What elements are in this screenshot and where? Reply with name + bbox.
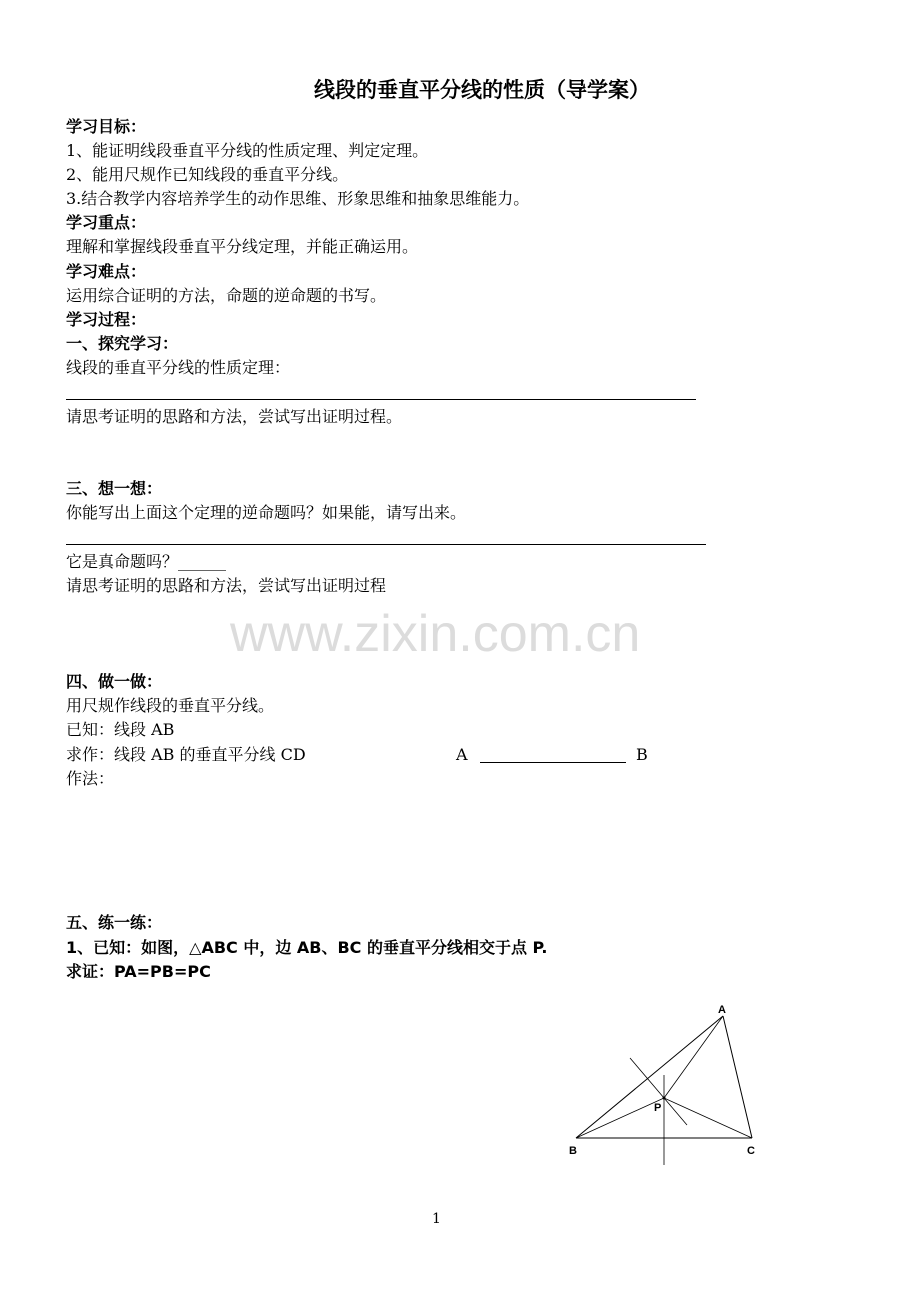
key-points-heading: 学习重点： — [66, 213, 147, 232]
segment-label-b: B — [636, 745, 648, 764]
side-ab — [576, 1016, 723, 1138]
triangle-figure — [560, 995, 770, 1170]
section1-prompt: 请思考证明的思路和方法，尝试写出证明过程。 — [66, 407, 403, 426]
section5-prove: 求证：PA=PB=PC — [66, 962, 211, 981]
perpendicular-bisector-ab — [630, 1058, 687, 1125]
objective-item-2: 2、能用尺规作已知线段的垂直平分线。 — [66, 165, 349, 184]
section4-method: 作法： — [66, 769, 115, 788]
point-p — [663, 1097, 666, 1100]
objective-item-1: 1、能证明线段垂直平分线的性质定理、判定定理。 — [66, 141, 429, 160]
segment-label-a: A — [456, 745, 468, 764]
page-title: 线段的垂直平分线的性质（导学案） — [314, 78, 650, 102]
segment-pc — [664, 1098, 752, 1138]
section1-theorem-label: 线段的垂直平分线的性质定理： — [66, 358, 291, 377]
answer-line-1[interactable] — [66, 399, 696, 400]
segment-pb — [576, 1098, 664, 1138]
key-points-text: 理解和掌握线段垂直平分线定理，并能正确运用。 — [66, 237, 419, 256]
segment-ab — [480, 762, 626, 763]
page-number: 1 — [432, 1211, 441, 1227]
process-heading: 学习过程： — [66, 310, 147, 329]
section3-question: 你能写出上面这个定理的逆命题吗？如果能，请写出来。 — [66, 503, 467, 522]
section5-problem: 1、已知：如图，△ABC 中，边 AB、BC 的垂直平分线相交于点 P. — [66, 938, 548, 957]
section5-heading: 五、练一练： — [66, 913, 163, 932]
section1-heading: 一、探究学习： — [66, 334, 179, 353]
answer-line-2[interactable] — [66, 544, 706, 545]
section4-heading: 四、做一做： — [66, 672, 163, 691]
section3-heading: 三、想一想： — [66, 479, 163, 498]
side-ac — [723, 1016, 752, 1138]
figure-label-p: P — [654, 1102, 662, 1114]
section3-true-question: 它是真命题吗？______ — [66, 552, 227, 571]
watermark: www.zixin.com.cn — [230, 605, 641, 663]
difficulties-heading: 学习难点： — [66, 262, 147, 281]
difficulties-text: 运用综合证明的方法，命题的逆命题的书写。 — [66, 286, 387, 305]
objectives-heading: 学习目标： — [66, 117, 147, 136]
section4-instruction: 用尺规作线段的垂直平分线。 — [66, 696, 275, 715]
figure-label-c: C — [747, 1145, 755, 1157]
section4-known: 已知：线段 AB — [66, 720, 175, 739]
section4-construct: 求作：线段 AB 的垂直平分线 CD — [66, 745, 306, 764]
figure-label-a: A — [718, 1004, 726, 1016]
figure-label-b: B — [569, 1145, 577, 1157]
section3-prompt: 请思考证明的思路和方法，尝试写出证明过程 — [66, 576, 387, 595]
objective-item-3: 3.结合教学内容培养学生的动作思维、形象思维和抽象思维能力。 — [66, 189, 530, 208]
